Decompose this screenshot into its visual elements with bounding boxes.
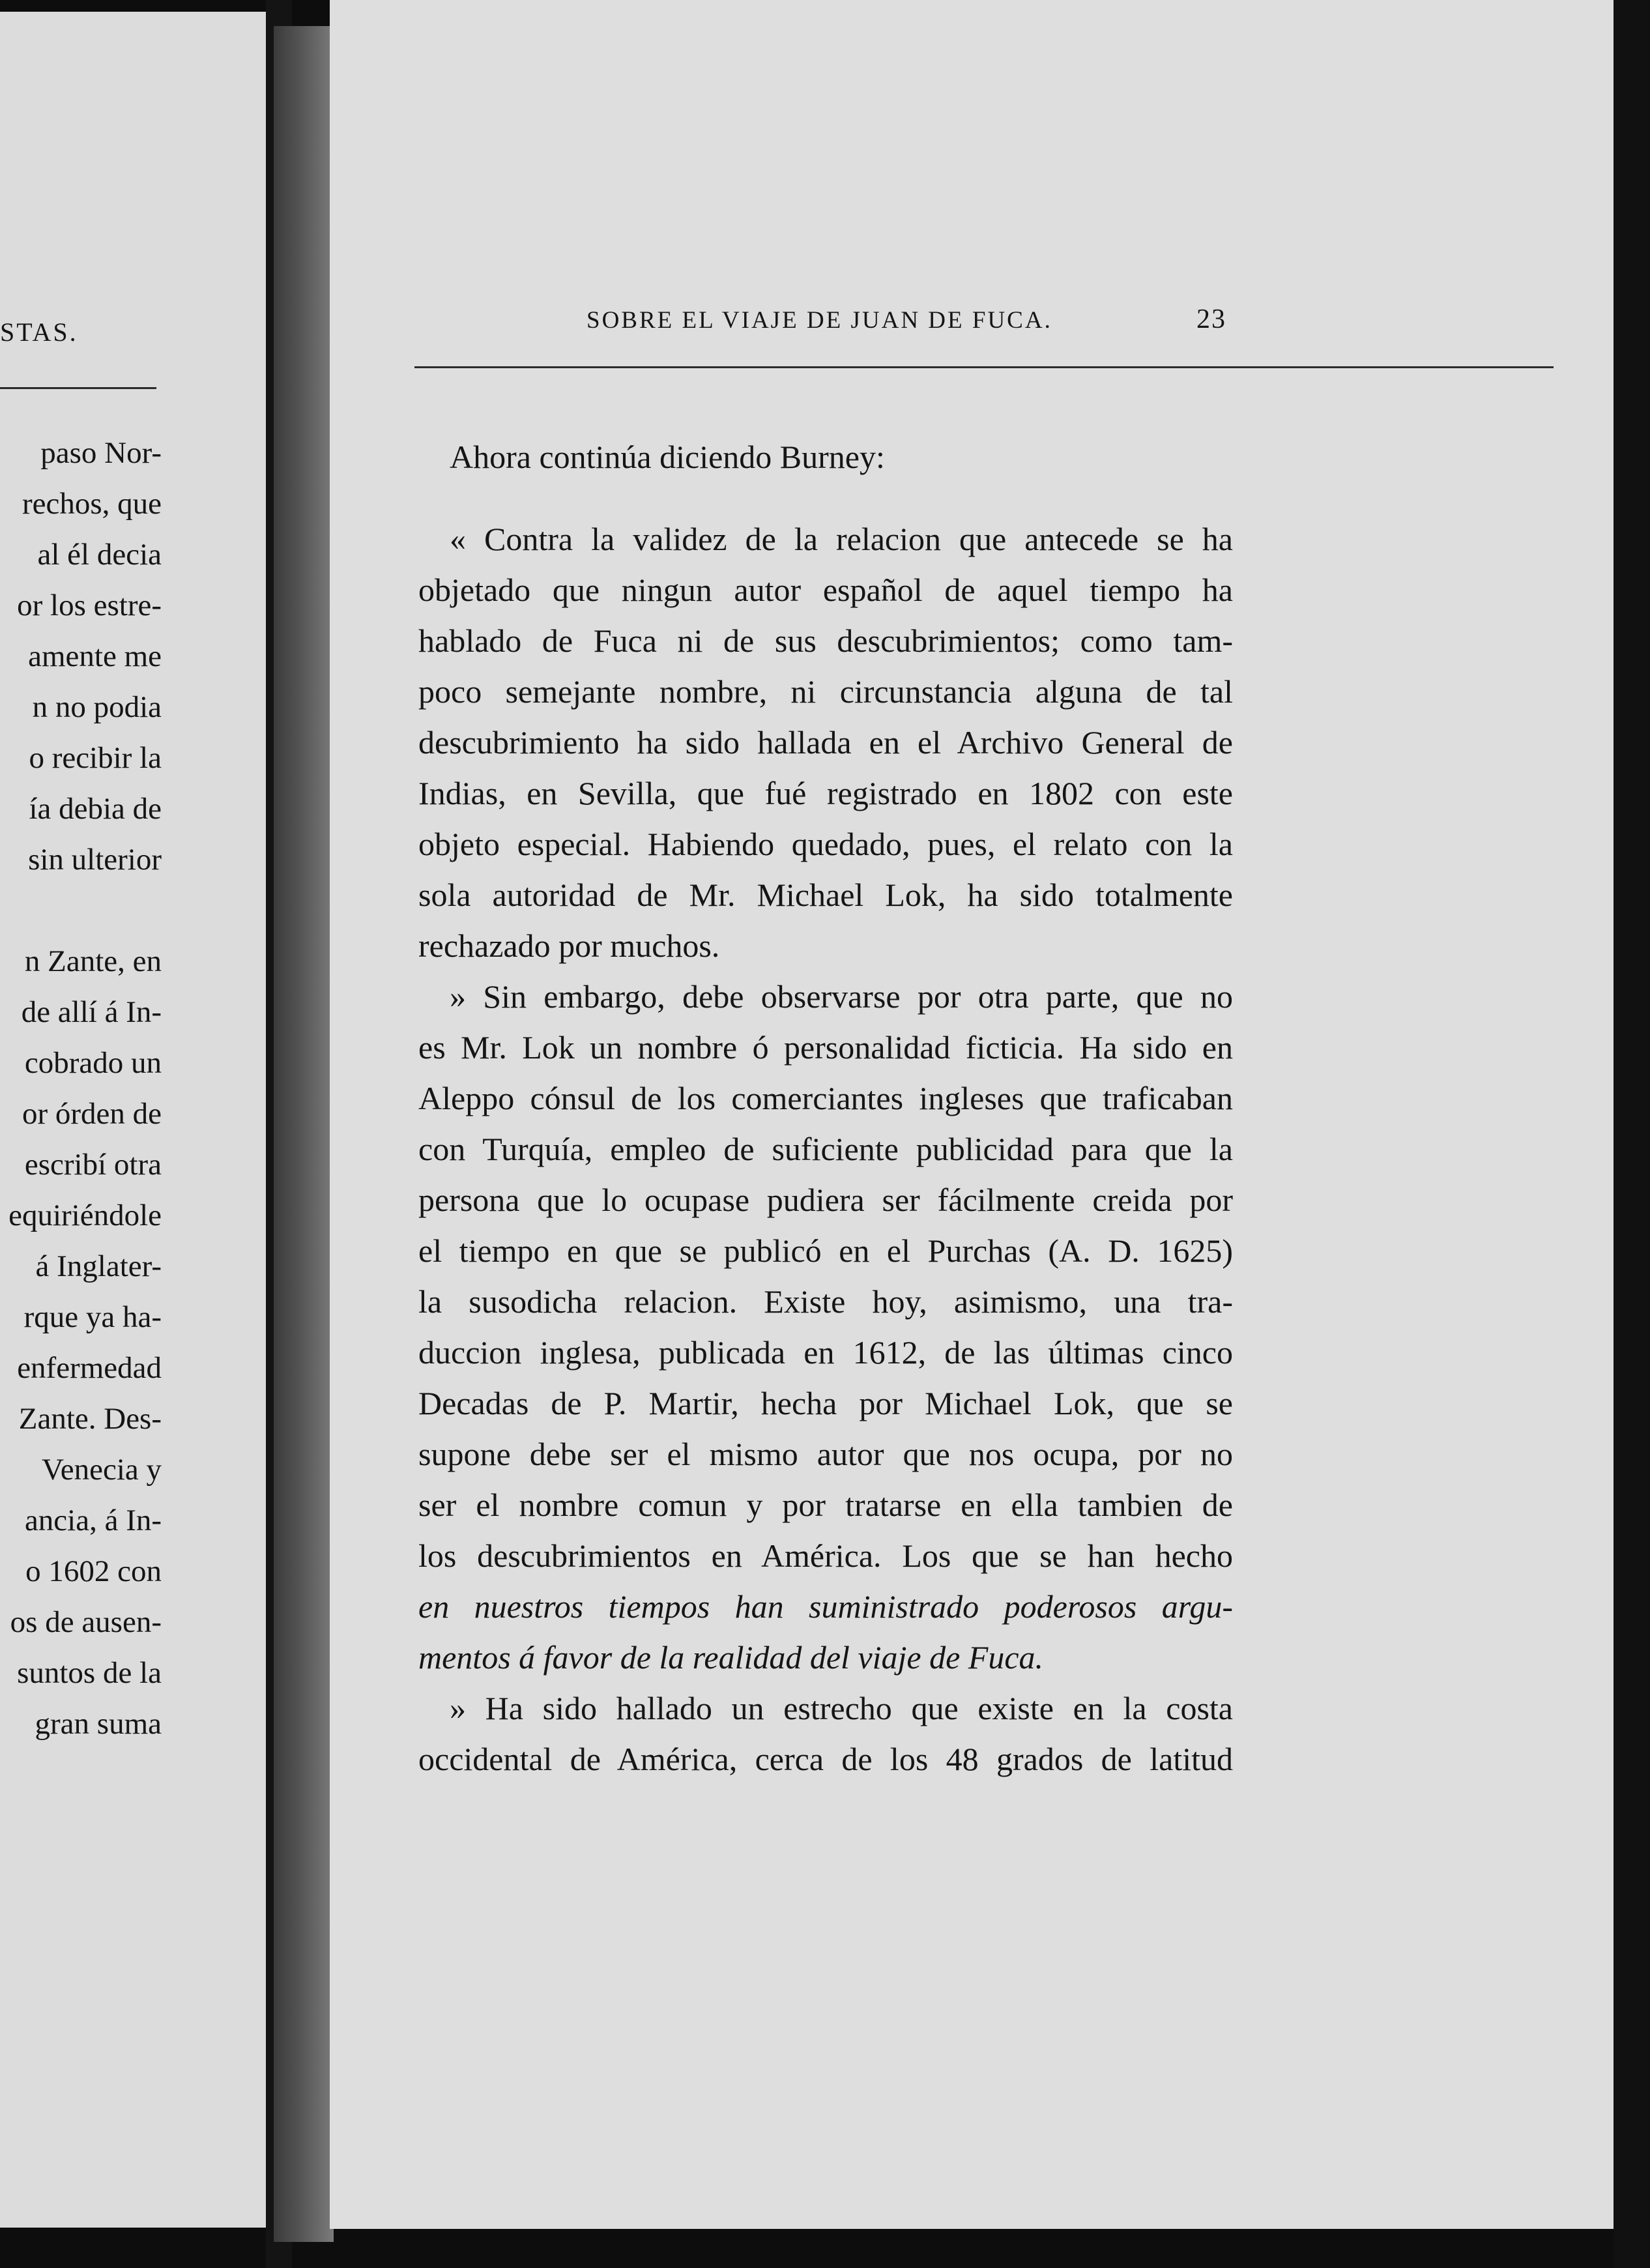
text-line: » Ha sido hallado un estrecho que existe en la costa bbox=[450, 1690, 1233, 1726]
left-line: ancia, á In- bbox=[24, 1504, 162, 1537]
left-line: Venecia y bbox=[42, 1453, 162, 1487]
left-line: suntos de la bbox=[17, 1656, 162, 1690]
left-line: n Zante, en bbox=[24, 944, 162, 978]
left-line: n no podia bbox=[32, 690, 162, 724]
left-line: os de ausen- bbox=[10, 1605, 162, 1639]
text-line: objetado que ningun autor español de aquel tiempo ha bbox=[418, 572, 1233, 608]
running-head: SOBRE EL VIAJE DE JUAN DE FUCA. bbox=[586, 307, 1052, 334]
text-line: descubrimiento ha sido hallada en el Archivo General de bbox=[418, 724, 1233, 761]
left-line: or órden de bbox=[22, 1097, 162, 1131]
text-line: rechazado por muchos. bbox=[418, 927, 720, 964]
left-line: escribí otra bbox=[24, 1148, 162, 1182]
text-line: objeto especial. Habiendo quedado, pues, el relato con la bbox=[418, 826, 1233, 862]
left-line: o 1602 con bbox=[25, 1554, 162, 1588]
text-line: con Turquía, empleo de suficiente publicidad para que la bbox=[418, 1131, 1233, 1167]
text-line: persona que lo ocupase pudiera ser fácilmente creida por bbox=[418, 1182, 1233, 1218]
left-running-head: STAS. bbox=[0, 317, 78, 347]
left-line: paso Nor- bbox=[40, 436, 162, 470]
left-line: cobrado un bbox=[24, 1046, 162, 1080]
left-line: Zante. Des- bbox=[18, 1402, 162, 1436]
left-line: ía debia de bbox=[29, 792, 162, 826]
left-line: rechos, que bbox=[22, 487, 162, 521]
text-line: el tiempo en que se publicó en el Purchas (A. D. 1625) bbox=[418, 1232, 1233, 1269]
text-line: los descubrimientos en América. Los que se han hecho bbox=[418, 1537, 1233, 1574]
text-line: poco semejante nombre, ni circunstancia alguna de tal bbox=[418, 673, 1233, 710]
left-line: de allí á In- bbox=[21, 995, 162, 1029]
text-line: » Sin embargo, debe observarse por otra parte, que no bbox=[450, 978, 1233, 1015]
left-line: enfermedad bbox=[17, 1351, 162, 1385]
page-number: 23 bbox=[1196, 304, 1226, 334]
text-line: « Contra la validez de la relacion que antecede se ha bbox=[450, 521, 1233, 557]
binding-shadow bbox=[274, 26, 334, 2242]
left-line: equiriéndole bbox=[8, 1199, 162, 1232]
text-line: Aleppo cónsul de los comerciantes ingleses que traficaban bbox=[418, 1080, 1233, 1116]
text-line: es Mr. Lok un nombre ó personalidad ficticia. Ha sido en bbox=[418, 1029, 1233, 1066]
text-line: la susodicha relacion. Existe hoy, asimismo, una tra- bbox=[418, 1283, 1233, 1320]
text-line: hablado de Fuca ni de sus descubrimientos; como tam- bbox=[418, 622, 1233, 659]
left-line: á Inglater- bbox=[35, 1249, 162, 1283]
left-line: or los estre- bbox=[17, 589, 162, 622]
text-line: en nuestros tiempos han suministrado poderosos argu- bbox=[418, 1588, 1233, 1625]
page-edge bbox=[1614, 0, 1650, 2268]
text-line: ser el nombre comun y por tratarse en ella tambien de bbox=[418, 1487, 1233, 1523]
left-header-rule bbox=[0, 387, 156, 389]
text-line: occidental de América, cerca de los 48 grados de latitud bbox=[418, 1741, 1233, 1777]
text-line: Ahora continúa diciendo Burney: bbox=[450, 439, 885, 475]
text-line: Indias, en Sevilla, que fué registrado en 1802 con este bbox=[418, 775, 1233, 811]
left-line: sin ulterior bbox=[28, 843, 162, 877]
left-line: gran suma bbox=[35, 1707, 162, 1741]
text-line: mentos á favor de la realidad del viaje de Fuca. bbox=[418, 1639, 1044, 1676]
text-line: Decadas de P. Martir, hecha por Michael Lok, que se bbox=[418, 1385, 1233, 1421]
left-line: al él decia bbox=[37, 538, 162, 572]
text-line: sola autoridad de Mr. Michael Lok, ha sido totalmente bbox=[418, 877, 1233, 913]
header-rule bbox=[414, 366, 1554, 368]
text-line: supone debe ser el mismo autor que nos ocupa, por no bbox=[418, 1436, 1233, 1472]
right-page bbox=[330, 0, 1614, 2229]
left-line: o recibir la bbox=[29, 741, 162, 775]
left-page bbox=[0, 12, 266, 2228]
left-line: amente me bbox=[28, 639, 162, 673]
left-line: rque ya ha- bbox=[23, 1300, 162, 1334]
text-line: duccion inglesa, publicada en 1612, de las últimas cinco bbox=[418, 1334, 1233, 1371]
